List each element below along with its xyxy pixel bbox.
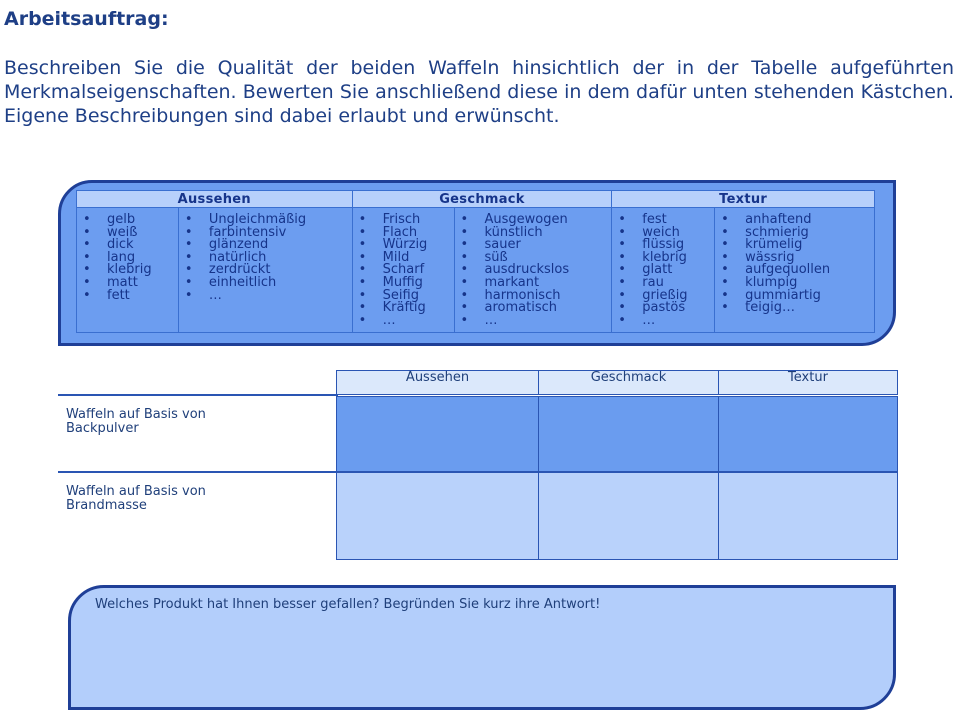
page-title: Arbeitsauftrag: [4, 8, 169, 30]
property-item: • … [618, 315, 710, 328]
property-item: • teigig… [721, 302, 870, 315]
properties-column [77, 208, 179, 333]
row-label-line: Brandmasse [66, 498, 147, 513]
property-item: • Ausgewogen [461, 214, 608, 227]
property-item: • dick [83, 239, 174, 252]
properties-column [454, 208, 612, 333]
property-item: • grießig [618, 290, 710, 303]
input-cell-brandmasse-aussehen[interactable] [336, 472, 539, 560]
property-item: • künstlich [461, 227, 608, 240]
property-item: • Muffig [359, 277, 450, 290]
property-item: • glänzend [185, 239, 348, 252]
property-item: • glatt [618, 264, 710, 277]
property-item: • Würzig [359, 239, 450, 252]
input-cell-brandmasse-textur[interactable] [718, 472, 898, 560]
property-item: • aromatisch [461, 302, 608, 315]
properties-column [178, 208, 352, 333]
property-item: • … [359, 315, 450, 328]
input-cell-backpulver-aussehen[interactable] [336, 396, 539, 472]
row-label-brandmasse [66, 485, 206, 513]
properties-column [612, 208, 715, 333]
property-item: • süß [461, 252, 608, 265]
property-item: • aufgequollen [721, 264, 870, 277]
property-item: • gelb [83, 214, 174, 227]
property-item: • farbintensiv [185, 227, 348, 240]
property-item: • wässrig [721, 252, 870, 265]
row-label-line: Backpulver [66, 421, 139, 436]
property-item: • gummiartig [721, 290, 870, 303]
property-item: • natürlich [185, 252, 348, 265]
evaluation-header-textur: Textur [718, 370, 898, 395]
properties-header-geschmack: Geschmack [352, 191, 612, 208]
property-item: • schmierig [721, 227, 870, 240]
property-item: • matt [83, 277, 174, 290]
properties-column [352, 208, 454, 333]
property-item: • Ungleichmäßig [185, 214, 348, 227]
property-item: • harmonisch [461, 290, 608, 303]
property-item: • Mild [359, 252, 450, 265]
input-cell-backpulver-textur[interactable] [718, 396, 898, 472]
row-divider [58, 471, 338, 473]
properties-table [76, 190, 875, 333]
property-item: • sauer [461, 239, 608, 252]
row-label-backpulver [66, 408, 206, 436]
row-label-line: Waffeln auf Basis von [66, 484, 206, 499]
property-item: • einheitlich [185, 277, 348, 290]
row-divider [58, 394, 338, 396]
input-cell-brandmasse-geschmack[interactable] [538, 472, 719, 560]
task-description: Beschreiben Sie die Qualität der beiden Waffeln hinsichtlich der in der Tabelle aufgeführten Merkmalseigenschaften. Bewerten Sie anschließend diese in dem dafür unten stehenden Kästchen. Eigene Beschreibungen sind dabei erlaubt und erwünscht. [4, 57, 954, 127]
property-item: • … [461, 315, 608, 328]
property-item: • fett [83, 290, 174, 303]
property-item: • Flach [359, 227, 450, 240]
property-item: • Frisch [359, 214, 450, 227]
property-item: • klebrig [618, 252, 710, 265]
property-item: • Scharf [359, 264, 450, 277]
property-item: • fest [618, 214, 710, 227]
property-item: • Kräftig [359, 302, 450, 315]
property-item: • … [185, 290, 348, 303]
evaluation-header-aussehen: Aussehen [336, 370, 539, 395]
properties-header-aussehen: Aussehen [77, 191, 353, 208]
property-item: • rau [618, 277, 710, 290]
answer-prompt: Welches Produkt hat Ihnen besser gefallen? Begründen Sie kurz ihre Antwort! [95, 597, 601, 612]
property-item: • weiß [83, 227, 174, 240]
property-item: • markant [461, 277, 608, 290]
properties-header-textur: Textur [612, 191, 875, 208]
property-item: • krümelig [721, 239, 870, 252]
property-item: • Seifig [359, 290, 450, 303]
input-cell-backpulver-geschmack[interactable] [538, 396, 719, 472]
property-item: • lang [83, 252, 174, 265]
properties-column [715, 208, 875, 333]
property-item: • anhaftend [721, 214, 870, 227]
property-item: • zerdrückt [185, 264, 348, 277]
property-item: • flüssig [618, 239, 710, 252]
property-item: • pastös [618, 302, 710, 315]
property-item: • klumpig [721, 277, 870, 290]
property-item: • weich [618, 227, 710, 240]
property-item: • klebrig [83, 264, 174, 277]
row-label-line: Waffeln auf Basis von [66, 407, 206, 422]
evaluation-header-geschmack: Geschmack [538, 370, 719, 395]
property-item: • ausdruckslos [461, 264, 608, 277]
